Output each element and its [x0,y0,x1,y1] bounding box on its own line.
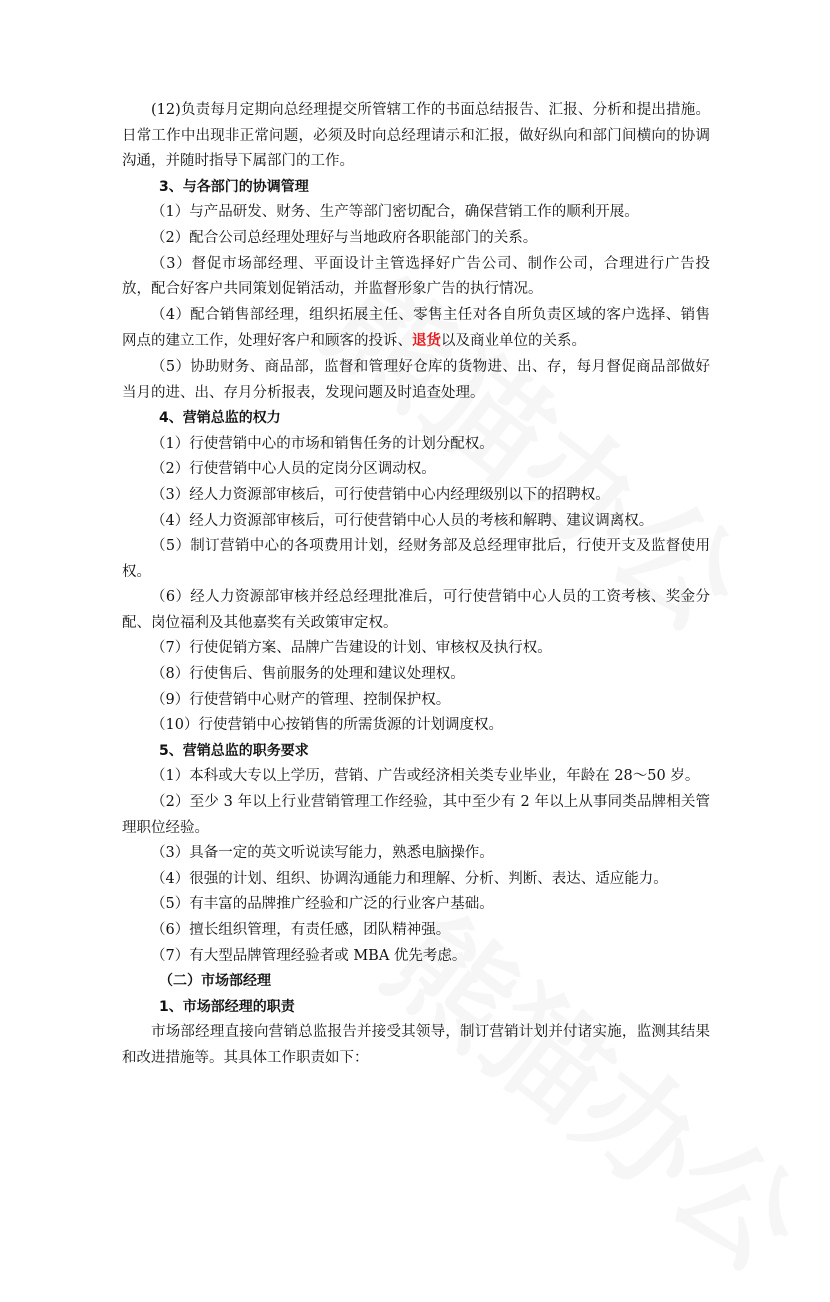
paragraph: （6）擅长组织管理，有责任感，团队精神强。 [151,922,451,938]
paragraph: （3）经人力资源部审核后，可行使营销中心内经理级别以下的招聘权。 [151,486,610,503]
paragraph: （3）具备一定的英文听说读写能力，熟悉电脑操作。 [151,845,494,862]
paragraph: （7）行使促销方案、品牌广告建设的计划、审核权及执行权。 [151,640,552,657]
paragraph: （5）制订营销中心的各项费用计划，经财务部及总经理审批后，行使开支及监督使用权。 [122,538,710,580]
paragraph: （2）行使营销中心人员的定岗分区调动权。 [151,461,436,478]
paragraph: （5）有丰富的品牌推广经验和广泛的行业客户基础。 [151,896,494,913]
paragraph [122,303,710,355]
highlight-keyword[interactable]: 退货 [412,332,441,350]
section-heading: （二）市场部经理 [159,973,271,990]
paragraph: （5）协助财务、商品部，监督和管理好仓库的货物进、出、存，每月督促商品部做好当月的进、出、存月分析报表，发现问题及时追查处理。 [122,358,710,401]
paragraph: （2）配合公司总经理处理好与当地政府各职能部门的关系。 [151,229,538,246]
section-heading: 4、营销总监的权力 [159,410,281,427]
paragraph: （10）行使营销中心按销售的所需货源的计划调度权。 [151,717,503,734]
section-heading: 3、与各部门的协调管理 [159,178,309,195]
paragraph: （4）经人力资源部审核后，可行使营销中心人员的考核和解聘、建议调离权。 [151,512,654,529]
paragraph: （4）很强的计划、组织、协调沟通能力和理解、分析、判断、表达、适应能力。 [151,870,668,887]
section-heading: 1、市场部经理的职责 [159,998,295,1015]
paragraph: （9）行使营销中心财产的管理、控制保护权。 [151,691,451,708]
paragraph: （3）督促市场部经理、平面设计主管选择好广告公司、制作公司，合理进行广告投放，配合好客户共同策划促销活动，并监督形象广告的执行情况。 [122,255,710,298]
paragraph: （6）经人力资源部审核并经总经理批准后，可行使营销中心人员的工资考核、奖金分配、岗位福利及其他嘉奖有关政策审定权。 [122,589,710,631]
paragraph-text: （4）配合销售部经理，组织拓展主任、零售主任对各自所负责区域的客户选择、销售网点的建立工作，处理好客户和顾客的投诉、 [122,306,710,350]
document-body [122,98,710,1072]
paragraph: （7）有大型品牌管理经验者或 MBA 优先考虑。 [151,947,467,964]
paragraph: （1）行使营销中心的市场和销售任务的计划分配权。 [151,435,494,452]
paragraph: 市场部经理直接向营销总监报告并接受其领导，制订营销计划并付诸实施，监测其结果和改进措施等。其具体工作职责如下： [122,1024,710,1066]
paragraph: （1）与产品研发、财务、生产等部门密切配合，确保营销工作的顺利开展。 [151,204,639,221]
paragraph: （1）本科或大专以上学历，营销、广告或经济相关类专业毕业，年龄在 28～50 岁。 [151,768,700,785]
paragraph: （8）行使售后、售前服务的处理和建议处理权。 [151,666,465,683]
paragraph: （2）至少 3 年以上行业营销管理工作经验，其中至少有 2 年以上从事同类品牌相关管理职位经验。 [122,794,710,836]
paragraph-text: 以及商业单位的关系。 [441,333,586,350]
paragraph: (12)负责每月定期向总经理提交所管辖工作的书面总结报告、汇报、分析和提出措施。日常工作中出现非正常问题，必须及时向总经理请示和汇报，做好纵向和部门间横向的协调沟通，并随时指导下属部门的工作。 [122,102,710,170]
section-heading: 5、营销总监的职务要求 [159,742,309,759]
